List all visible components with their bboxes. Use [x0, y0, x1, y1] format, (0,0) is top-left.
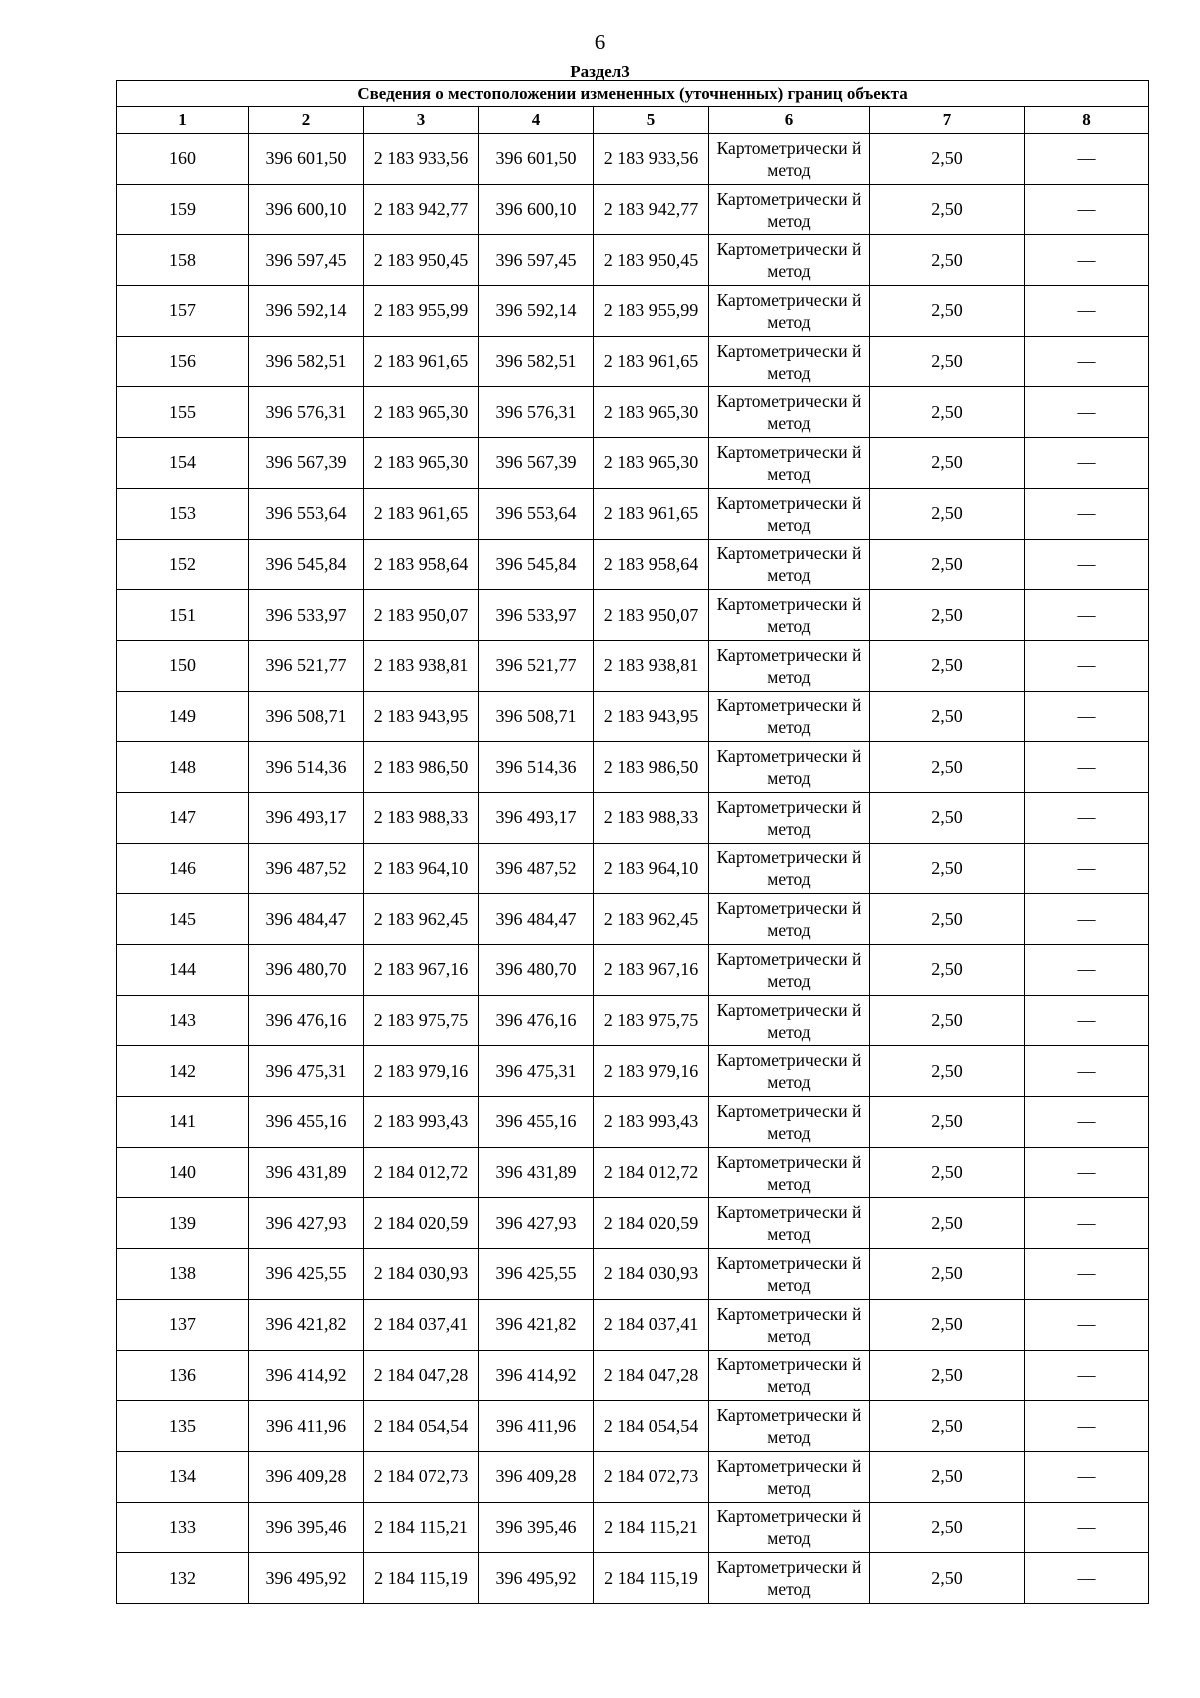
- description-cell: —: [1025, 1553, 1149, 1604]
- y-existing-cell: 2 183 961,65: [364, 336, 479, 387]
- point-number-cell: 148: [117, 742, 249, 793]
- y-existing-cell: 2 184 054,54: [364, 1401, 479, 1452]
- column-number: 5: [594, 107, 709, 134]
- accuracy-cell: 2,50: [870, 438, 1025, 489]
- accuracy-cell: 2,50: [870, 792, 1025, 843]
- description-cell: —: [1025, 894, 1149, 945]
- method-cell: Картометрически й метод: [709, 1350, 870, 1401]
- y-existing-cell: 2 184 030,93: [364, 1249, 479, 1300]
- description-cell: —: [1025, 539, 1149, 590]
- method-cell: Картометрически й метод: [709, 1147, 870, 1198]
- accuracy-cell: 2,50: [870, 995, 1025, 1046]
- description-cell: —: [1025, 1097, 1149, 1148]
- x-existing-cell: 396 431,89: [249, 1147, 364, 1198]
- x-refined-cell: 396 455,16: [479, 1097, 594, 1148]
- x-refined-cell: 396 521,77: [479, 640, 594, 691]
- method-cell: Картометрически й метод: [709, 336, 870, 387]
- y-refined-cell: 2 184 054,54: [594, 1401, 709, 1452]
- x-refined-cell: 396 545,84: [479, 539, 594, 590]
- method-cell: Картометрически й метод: [709, 1451, 870, 1502]
- description-cell: —: [1025, 387, 1149, 438]
- y-refined-cell: 2 183 950,45: [594, 235, 709, 286]
- table-row: [117, 1401, 1149, 1452]
- method-cell: Картометрически й метод: [709, 640, 870, 691]
- accuracy-cell: 2,50: [870, 1299, 1025, 1350]
- table-row: [117, 184, 1149, 235]
- method-cell: Картометрически й метод: [709, 1046, 870, 1097]
- x-refined-cell: 396 476,16: [479, 995, 594, 1046]
- x-existing-cell: 396 597,45: [249, 235, 364, 286]
- column-number: 8: [1025, 107, 1149, 134]
- description-cell: —: [1025, 640, 1149, 691]
- description-cell: —: [1025, 336, 1149, 387]
- y-refined-cell: 2 184 115,19: [594, 1553, 709, 1604]
- x-refined-cell: 396 421,82: [479, 1299, 594, 1350]
- y-existing-cell: 2 184 012,72: [364, 1147, 479, 1198]
- method-cell: Картометрически й метод: [709, 387, 870, 438]
- method-cell: Картометрически й метод: [709, 488, 870, 539]
- column-number: 6: [709, 107, 870, 134]
- x-refined-cell: 396 425,55: [479, 1249, 594, 1300]
- x-existing-cell: 396 553,64: [249, 488, 364, 539]
- description-cell: —: [1025, 742, 1149, 793]
- method-cell: Картометрически й метод: [709, 894, 870, 945]
- table-row: [117, 438, 1149, 489]
- x-existing-cell: 396 521,77: [249, 640, 364, 691]
- x-refined-cell: 396 597,45: [479, 235, 594, 286]
- column-number-row: [117, 107, 1149, 134]
- x-refined-cell: 396 582,51: [479, 336, 594, 387]
- y-existing-cell: 2 183 933,56: [364, 134, 479, 185]
- method-cell: Картометрически й метод: [709, 134, 870, 185]
- y-refined-cell: 2 183 958,64: [594, 539, 709, 590]
- table-row: [117, 691, 1149, 742]
- y-refined-cell: 2 184 072,73: [594, 1451, 709, 1502]
- x-refined-cell: 396 514,36: [479, 742, 594, 793]
- y-refined-cell: 2 183 979,16: [594, 1046, 709, 1097]
- description-cell: —: [1025, 590, 1149, 641]
- method-cell: Картометрически й метод: [709, 286, 870, 337]
- method-cell: Картометрически й метод: [709, 995, 870, 1046]
- table-row: [117, 1249, 1149, 1300]
- accuracy-cell: 2,50: [870, 184, 1025, 235]
- x-refined-cell: 396 592,14: [479, 286, 594, 337]
- y-existing-cell: 2 183 955,99: [364, 286, 479, 337]
- y-refined-cell: 2 183 961,65: [594, 488, 709, 539]
- point-number-cell: 158: [117, 235, 249, 286]
- description-cell: —: [1025, 1451, 1149, 1502]
- point-number-cell: 154: [117, 438, 249, 489]
- accuracy-cell: 2,50: [870, 488, 1025, 539]
- x-refined-cell: 396 484,47: [479, 894, 594, 945]
- y-refined-cell: 2 183 986,50: [594, 742, 709, 793]
- accuracy-cell: 2,50: [870, 336, 1025, 387]
- x-refined-cell: 396 576,31: [479, 387, 594, 438]
- accuracy-cell: 2,50: [870, 1249, 1025, 1300]
- accuracy-cell: 2,50: [870, 1097, 1025, 1148]
- method-cell: Картометрически й метод: [709, 1299, 870, 1350]
- x-refined-cell: 396 409,28: [479, 1451, 594, 1502]
- method-cell: Картометрически й метод: [709, 843, 870, 894]
- point-number-cell: 145: [117, 894, 249, 945]
- method-cell: Картометрически й метод: [709, 691, 870, 742]
- accuracy-cell: 2,50: [870, 843, 1025, 894]
- description-cell: —: [1025, 1249, 1149, 1300]
- point-number-cell: 160: [117, 134, 249, 185]
- point-number-cell: 150: [117, 640, 249, 691]
- accuracy-cell: 2,50: [870, 235, 1025, 286]
- point-number-cell: 152: [117, 539, 249, 590]
- x-existing-cell: 396 495,92: [249, 1553, 364, 1604]
- y-refined-cell: 2 183 942,77: [594, 184, 709, 235]
- table-row: [117, 640, 1149, 691]
- x-existing-cell: 396 475,31: [249, 1046, 364, 1097]
- y-existing-cell: 2 183 965,30: [364, 438, 479, 489]
- table-row: [117, 1350, 1149, 1401]
- description-cell: —: [1025, 1198, 1149, 1249]
- description-cell: —: [1025, 1502, 1149, 1553]
- y-existing-cell: 2 184 047,28: [364, 1350, 479, 1401]
- table-row: [117, 1299, 1149, 1350]
- x-existing-cell: 396 514,36: [249, 742, 364, 793]
- table-row: [117, 134, 1149, 185]
- x-existing-cell: 396 582,51: [249, 336, 364, 387]
- table-row: [117, 1147, 1149, 1198]
- table-row: [117, 945, 1149, 996]
- x-existing-cell: 396 601,50: [249, 134, 364, 185]
- description-cell: —: [1025, 843, 1149, 894]
- table-row: [117, 336, 1149, 387]
- accuracy-cell: 2,50: [870, 1451, 1025, 1502]
- x-existing-cell: 396 480,70: [249, 945, 364, 996]
- method-cell: Картометрически й метод: [709, 539, 870, 590]
- x-refined-cell: 396 600,10: [479, 184, 594, 235]
- accuracy-cell: 2,50: [870, 1350, 1025, 1401]
- column-number: 4: [479, 107, 594, 134]
- method-cell: Картометрически й метод: [709, 792, 870, 843]
- y-existing-cell: 2 183 962,45: [364, 894, 479, 945]
- x-refined-cell: 396 395,46: [479, 1502, 594, 1553]
- x-existing-cell: 396 487,52: [249, 843, 364, 894]
- x-refined-cell: 396 567,39: [479, 438, 594, 489]
- y-existing-cell: 2 183 975,75: [364, 995, 479, 1046]
- accuracy-cell: 2,50: [870, 134, 1025, 185]
- y-existing-cell: 2 184 072,73: [364, 1451, 479, 1502]
- section-title: Раздел3: [570, 62, 630, 81]
- column-number: 1: [117, 107, 249, 134]
- method-cell: Картометрически й метод: [709, 1502, 870, 1553]
- y-refined-cell: 2 183 938,81: [594, 640, 709, 691]
- method-cell: Картометрически й метод: [709, 184, 870, 235]
- y-existing-cell: 2 183 961,65: [364, 488, 479, 539]
- table-caption: Сведения о местоположении измененных (уточненных) границ объекта: [117, 81, 1149, 107]
- x-existing-cell: 396 409,28: [249, 1451, 364, 1502]
- x-existing-cell: 396 476,16: [249, 995, 364, 1046]
- table-row: [117, 1097, 1149, 1148]
- x-refined-cell: 396 475,31: [479, 1046, 594, 1097]
- x-existing-cell: 396 427,93: [249, 1198, 364, 1249]
- description-cell: —: [1025, 945, 1149, 996]
- point-number-cell: 157: [117, 286, 249, 337]
- point-number-cell: 133: [117, 1502, 249, 1553]
- y-existing-cell: 2 183 950,07: [364, 590, 479, 641]
- y-refined-cell: 2 183 993,43: [594, 1097, 709, 1148]
- description-cell: —: [1025, 488, 1149, 539]
- accuracy-cell: 2,50: [870, 640, 1025, 691]
- x-refined-cell: 396 431,89: [479, 1147, 594, 1198]
- accuracy-cell: 2,50: [870, 691, 1025, 742]
- table-row: [117, 1046, 1149, 1097]
- point-number-cell: 151: [117, 590, 249, 641]
- description-cell: —: [1025, 691, 1149, 742]
- column-number: 3: [364, 107, 479, 134]
- y-refined-cell: 2 183 964,10: [594, 843, 709, 894]
- y-existing-cell: 2 183 942,77: [364, 184, 479, 235]
- x-existing-cell: 396 533,97: [249, 590, 364, 641]
- y-existing-cell: 2 184 020,59: [364, 1198, 479, 1249]
- point-number-cell: 140: [117, 1147, 249, 1198]
- y-existing-cell: 2 183 965,30: [364, 387, 479, 438]
- table-row: [117, 539, 1149, 590]
- table-row: [117, 1553, 1149, 1604]
- y-existing-cell: 2 183 986,50: [364, 742, 479, 793]
- x-refined-cell: 396 414,92: [479, 1350, 594, 1401]
- y-refined-cell: 2 183 965,30: [594, 438, 709, 489]
- accuracy-cell: 2,50: [870, 539, 1025, 590]
- method-cell: Картометрически й метод: [709, 945, 870, 996]
- y-refined-cell: 2 184 047,28: [594, 1350, 709, 1401]
- description-cell: —: [1025, 1350, 1149, 1401]
- table-row: [117, 590, 1149, 641]
- point-number-cell: 136: [117, 1350, 249, 1401]
- point-number-cell: 137: [117, 1299, 249, 1350]
- point-number-cell: 155: [117, 387, 249, 438]
- x-existing-cell: 396 545,84: [249, 539, 364, 590]
- description-cell: —: [1025, 286, 1149, 337]
- x-refined-cell: 396 487,52: [479, 843, 594, 894]
- point-number-cell: 153: [117, 488, 249, 539]
- method-cell: Картометрически й метод: [709, 590, 870, 641]
- accuracy-cell: 2,50: [870, 945, 1025, 996]
- y-existing-cell: 2 183 988,33: [364, 792, 479, 843]
- description-cell: —: [1025, 1401, 1149, 1452]
- y-refined-cell: 2 183 955,99: [594, 286, 709, 337]
- x-existing-cell: 396 567,39: [249, 438, 364, 489]
- description-cell: —: [1025, 995, 1149, 1046]
- x-refined-cell: 396 533,97: [479, 590, 594, 641]
- column-number: 2: [249, 107, 364, 134]
- x-refined-cell: 396 508,71: [479, 691, 594, 742]
- y-refined-cell: 2 184 020,59: [594, 1198, 709, 1249]
- y-existing-cell: 2 184 115,21: [364, 1502, 479, 1553]
- method-cell: Картометрически й метод: [709, 742, 870, 793]
- y-refined-cell: 2 183 965,30: [594, 387, 709, 438]
- table-row: [117, 995, 1149, 1046]
- x-existing-cell: 396 411,96: [249, 1401, 364, 1452]
- table-row: [117, 1451, 1149, 1502]
- x-refined-cell: 396 411,96: [479, 1401, 594, 1452]
- table-row: [117, 1198, 1149, 1249]
- point-number-cell: 132: [117, 1553, 249, 1604]
- point-number-cell: 156: [117, 336, 249, 387]
- accuracy-cell: 2,50: [870, 590, 1025, 641]
- description-cell: —: [1025, 134, 1149, 185]
- point-number-cell: 135: [117, 1401, 249, 1452]
- y-refined-cell: 2 183 961,65: [594, 336, 709, 387]
- point-number-cell: 139: [117, 1198, 249, 1249]
- table-row: [117, 1502, 1149, 1553]
- point-number-cell: 147: [117, 792, 249, 843]
- y-refined-cell: 2 183 967,16: [594, 945, 709, 996]
- accuracy-cell: 2,50: [870, 1046, 1025, 1097]
- description-cell: —: [1025, 184, 1149, 235]
- x-existing-cell: 396 425,55: [249, 1249, 364, 1300]
- accuracy-cell: 2,50: [870, 1502, 1025, 1553]
- y-existing-cell: 2 184 115,19: [364, 1553, 479, 1604]
- method-cell: Картометрически й метод: [709, 1097, 870, 1148]
- table-row: [117, 286, 1149, 337]
- y-existing-cell: 2 183 967,16: [364, 945, 479, 996]
- y-existing-cell: 2 183 950,45: [364, 235, 479, 286]
- x-existing-cell: 396 421,82: [249, 1299, 364, 1350]
- table-row: [117, 792, 1149, 843]
- point-number-cell: 138: [117, 1249, 249, 1300]
- x-refined-cell: 396 601,50: [479, 134, 594, 185]
- x-refined-cell: 396 495,92: [479, 1553, 594, 1604]
- accuracy-cell: 2,50: [870, 742, 1025, 793]
- table-row: [117, 894, 1149, 945]
- y-refined-cell: 2 184 115,21: [594, 1502, 709, 1553]
- y-refined-cell: 2 183 962,45: [594, 894, 709, 945]
- x-existing-cell: 396 414,92: [249, 1350, 364, 1401]
- method-cell: Картометрически й метод: [709, 438, 870, 489]
- accuracy-cell: 2,50: [870, 387, 1025, 438]
- point-number-cell: 143: [117, 995, 249, 1046]
- point-number-cell: 134: [117, 1451, 249, 1502]
- point-number-cell: 144: [117, 945, 249, 996]
- y-refined-cell: 2 184 012,72: [594, 1147, 709, 1198]
- y-refined-cell: 2 184 030,93: [594, 1249, 709, 1300]
- x-refined-cell: 396 480,70: [479, 945, 594, 996]
- y-existing-cell: 2 183 943,95: [364, 691, 479, 742]
- y-refined-cell: 2 183 943,95: [594, 691, 709, 742]
- y-refined-cell: 2 183 950,07: [594, 590, 709, 641]
- point-number-cell: 149: [117, 691, 249, 742]
- coordinates-table: [116, 80, 1149, 1604]
- x-refined-cell: 396 427,93: [479, 1198, 594, 1249]
- description-cell: —: [1025, 792, 1149, 843]
- y-existing-cell: 2 183 938,81: [364, 640, 479, 691]
- point-number-cell: 159: [117, 184, 249, 235]
- description-cell: —: [1025, 1299, 1149, 1350]
- accuracy-cell: 2,50: [870, 1401, 1025, 1452]
- x-existing-cell: 396 576,31: [249, 387, 364, 438]
- point-number-cell: 142: [117, 1046, 249, 1097]
- table-body: [117, 134, 1149, 1604]
- x-existing-cell: 396 592,14: [249, 286, 364, 337]
- page-number: 6: [594, 30, 606, 54]
- method-cell: Картометрически й метод: [709, 1249, 870, 1300]
- method-cell: Картометрически й метод: [709, 1553, 870, 1604]
- y-refined-cell: 2 183 933,56: [594, 134, 709, 185]
- accuracy-cell: 2,50: [870, 1553, 1025, 1604]
- y-refined-cell: 2 183 975,75: [594, 995, 709, 1046]
- table-row: [117, 488, 1149, 539]
- table-row: [117, 387, 1149, 438]
- x-existing-cell: 396 600,10: [249, 184, 364, 235]
- table-row: [117, 235, 1149, 286]
- x-existing-cell: 396 508,71: [249, 691, 364, 742]
- y-existing-cell: 2 183 964,10: [364, 843, 479, 894]
- x-existing-cell: 396 455,16: [249, 1097, 364, 1148]
- method-cell: Картометрически й метод: [709, 235, 870, 286]
- description-cell: —: [1025, 1147, 1149, 1198]
- x-refined-cell: 396 553,64: [479, 488, 594, 539]
- accuracy-cell: 2,50: [870, 1198, 1025, 1249]
- y-existing-cell: 2 183 993,43: [364, 1097, 479, 1148]
- x-existing-cell: 396 484,47: [249, 894, 364, 945]
- accuracy-cell: 2,50: [870, 894, 1025, 945]
- x-refined-cell: 396 493,17: [479, 792, 594, 843]
- table-row: [117, 742, 1149, 793]
- table-row: [117, 843, 1149, 894]
- accuracy-cell: 2,50: [870, 286, 1025, 337]
- y-existing-cell: 2 183 958,64: [364, 539, 479, 590]
- point-number-cell: 146: [117, 843, 249, 894]
- method-cell: Картометрически й метод: [709, 1401, 870, 1452]
- y-existing-cell: 2 183 979,16: [364, 1046, 479, 1097]
- accuracy-cell: 2,50: [870, 1147, 1025, 1198]
- y-refined-cell: 2 184 037,41: [594, 1299, 709, 1350]
- description-cell: —: [1025, 235, 1149, 286]
- x-existing-cell: 396 395,46: [249, 1502, 364, 1553]
- description-cell: —: [1025, 1046, 1149, 1097]
- column-number: 7: [870, 107, 1025, 134]
- x-existing-cell: 396 493,17: [249, 792, 364, 843]
- description-cell: —: [1025, 438, 1149, 489]
- point-number-cell: 141: [117, 1097, 249, 1148]
- y-existing-cell: 2 184 037,41: [364, 1299, 479, 1350]
- y-refined-cell: 2 183 988,33: [594, 792, 709, 843]
- method-cell: Картометрически й метод: [709, 1198, 870, 1249]
